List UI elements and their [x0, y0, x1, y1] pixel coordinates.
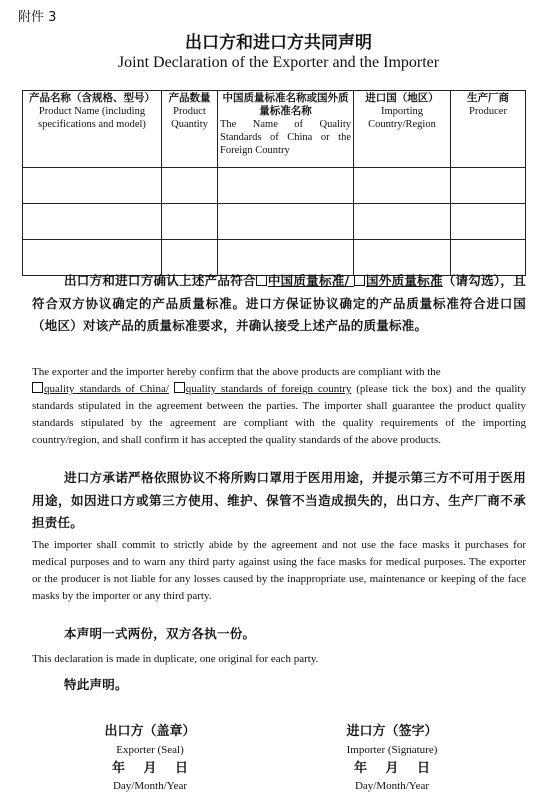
table-cell[interactable]: [162, 204, 218, 240]
table-cell[interactable]: [218, 204, 354, 240]
option-foreign-standard: 国外质量标准: [365, 273, 443, 288]
exporter-seal-label-cn: 出口方（盖章）: [104, 724, 196, 739]
table-row: [23, 204, 526, 240]
commitment-paragraph-en: The importer shall commit to strictly abide by the agreement and not use the face masks it purchases for medical purposes and to warn any third party against using the face masks for medical purposes. The exporter or the producer is not liable for any losses caused by the inappropriate use, maintenance or keeping of the face masks by the importer or any third party.: [32, 539, 526, 602]
header-en: Producer: [469, 106, 507, 117]
option-china-standard: 中国质量标准/: [267, 273, 350, 288]
exporter-date-en: Day/Month/Year: [112, 780, 188, 792]
confirmation-paragraph-en: [32, 364, 526, 449]
importer-date-cn: 年 月 日: [353, 761, 431, 776]
header-en: The Name of Quality Standards of China or the Foreign Country: [220, 119, 351, 156]
importer-signature-label-cn: 进口方（签字）: [346, 724, 438, 739]
header-cn: 产品名称（含规格、型号）: [29, 92, 155, 104]
table-cell[interactable]: [23, 204, 162, 240]
page-title-en: Joint Declaration of the Exporter and the Importer: [117, 54, 440, 71]
table-cell[interactable]: [451, 204, 526, 240]
header-cn: 中国质量标准名称或国外质量标准名称: [222, 92, 349, 117]
header-cn: 进口国（地区）: [365, 92, 439, 104]
text: (please tick the box) and the quality standards stipulated in the agreement between the parties. The importer shall guarantee the product quality standards stipulated by the agreement are compliant with the quality requirements of the importing country/region, and shall confirm it has accepted the quality standards of the above products.: [32, 383, 526, 446]
text: （请勾选），且符合双方协议确定的产品质量标准。进口方保证协议确定的产品质量标准符合进口国（地区）对该产品的质量标准要求，并确认接受上述产品的质量标准。: [32, 273, 526, 333]
page-title-cn: 出口方和进口方共同声明: [185, 33, 372, 53]
exporter-signature-block: [85, 724, 215, 793]
header-quantity: [162, 91, 218, 168]
foreign-standard-checkbox[interactable]: [354, 275, 365, 286]
header-en: Product Name (including specifications and model): [38, 106, 146, 130]
header-importing-country: [354, 91, 451, 168]
confirmation-paragraph-cn: [32, 270, 526, 338]
table-row: [23, 168, 526, 204]
option-china-standard-en: quality standards of China/: [44, 383, 169, 395]
exporter-date-cn: 年 月 日: [111, 761, 189, 776]
commitment-paragraph-cn: 进口方承诺严格依照协议不将所购口罩用于医用用途，并提示第三方不可用于医用用途，如因进口方或第三方使用、维护、保管不当造成损失的，出口方、生产厂商不承担责任。: [32, 470, 526, 530]
product-table: [22, 90, 526, 276]
header-quality-standard: [218, 91, 354, 168]
table-cell[interactable]: [162, 168, 218, 204]
header-product-name: [23, 91, 162, 168]
header-cn: 生产厂商: [467, 92, 509, 104]
text: The exporter and the importer hereby confirm that the above products are compliant with the: [32, 366, 441, 378]
text: 出口方和进口方确认上述产品符合: [64, 273, 256, 288]
china-standard-checkbox[interactable]: [256, 275, 267, 286]
exporter-seal-label-en: Exporter (Seal): [116, 744, 184, 756]
table-cell[interactable]: [451, 168, 526, 204]
closing-statement: 特此声明。: [64, 677, 128, 692]
foreign-standard-checkbox-en[interactable]: [174, 382, 185, 393]
table-cell[interactable]: [23, 168, 162, 204]
duplicate-paragraph-cn: 本声明一式两份，双方各执一份。: [64, 626, 256, 641]
annex-label: 附件 3: [18, 10, 57, 25]
table-cell[interactable]: [218, 168, 354, 204]
importer-date-en: Day/Month/Year: [354, 780, 430, 792]
header-cn: 产品数量: [168, 92, 211, 104]
header-en: Product Quantity: [171, 106, 208, 130]
table-cell[interactable]: [354, 204, 451, 240]
header-en: Importing Country/Region: [368, 106, 436, 130]
table-header-row: [23, 91, 526, 168]
header-producer: [451, 91, 526, 168]
importer-signature-label-en: Importer (Signature): [346, 744, 438, 756]
table-cell[interactable]: [354, 168, 451, 204]
duplicate-paragraph-en: This declaration is made in duplicate, one original for each party.: [32, 653, 319, 665]
option-foreign-standard-en: quality standards of foreign country: [185, 383, 352, 395]
importer-signature-block: [322, 724, 462, 793]
china-standard-checkbox-en[interactable]: [32, 382, 43, 393]
